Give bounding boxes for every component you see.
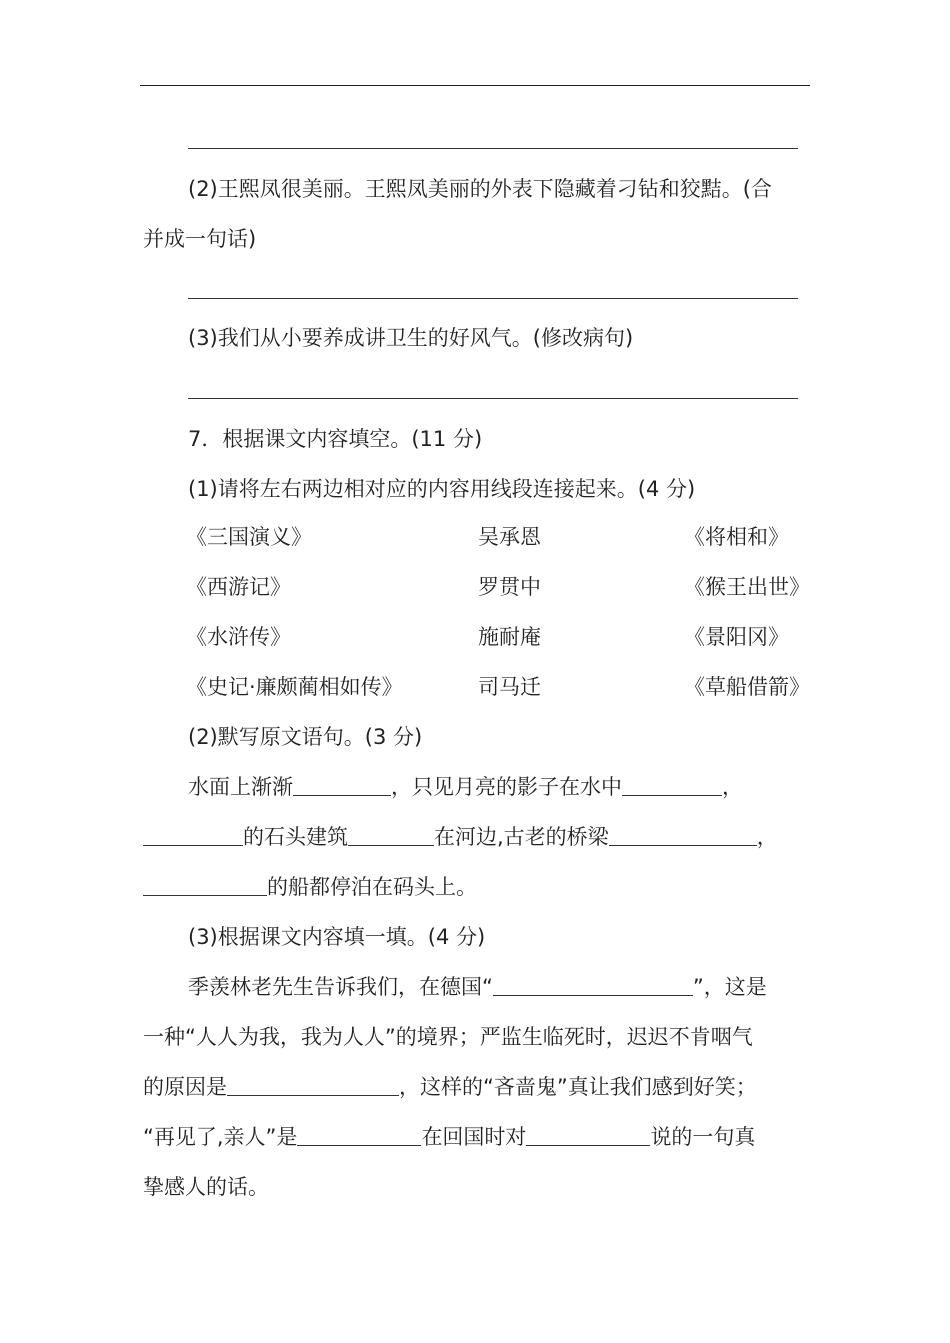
match-right-2: 《猴王出世》: [684, 575, 810, 599]
recite-e: 在河边,古老的桥梁: [434, 825, 609, 849]
blank-1[interactable]: [293, 775, 391, 796]
match-left-4: 《史记·廉颇蔺相如传》: [186, 675, 403, 699]
header-rule: [140, 85, 810, 86]
answer-line-2[interactable]: [188, 298, 798, 299]
q7-part2: (2)默写原文语句。(3 分): [188, 725, 423, 749]
blank-7[interactable]: [493, 975, 693, 996]
fill-line-4: [143, 1122, 755, 1152]
q7-part1: (1)请将左右两边相对应的内容用线段连接起来。(4 分): [188, 477, 696, 501]
fill-f: “再见了,亲人”是: [143, 1125, 298, 1149]
recite-line-1: [188, 772, 743, 802]
fill-line-5: 挚感人的话。: [143, 1175, 269, 1199]
match-right-3: 《景阳冈》: [684, 625, 789, 649]
match-right-1: 《将相和》: [684, 525, 789, 549]
q6-part2-line1: (2)王熙凤很美丽。王熙凤美丽的外表下隐藏着刁钻和狡黠。(合: [188, 177, 772, 201]
fill-g: 在回国时对: [421, 1125, 527, 1149]
match-left-3: 《水浒传》: [186, 625, 291, 649]
recite-g: 的船都停泊在码头上。: [267, 875, 477, 899]
fill-line-2: 一种“人人为我，我为人人”的境界；严监生临死时，迟迟不肯咽气: [143, 1025, 753, 1049]
blank-4[interactable]: [348, 825, 434, 846]
blank-10[interactable]: [526, 1125, 650, 1146]
fill-b: ”，这是: [692, 975, 767, 999]
fill-h: 说的一句真: [650, 1125, 756, 1149]
blank-5[interactable]: [609, 825, 757, 846]
match-left-2: 《西游记》: [186, 575, 291, 599]
q6-part3: (3)我们从小要养成讲卫生的好风气。(修改病句): [188, 326, 634, 350]
blank-8[interactable]: [227, 1075, 399, 1096]
fill-a: 季羡林老先生告诉我们，在德国“: [188, 975, 493, 999]
fill-e: ，这样的“吝啬鬼”真让我们感到好笑；: [399, 1075, 757, 1099]
answer-line-1[interactable]: [188, 148, 798, 149]
match-middle-1: 吴承恩: [478, 525, 541, 549]
match-middle-2: 罗贯中: [478, 575, 541, 599]
match-middle-4: 司马迁: [478, 675, 541, 699]
q6-part2-line2: 并成一句话): [143, 227, 257, 251]
answer-line-3[interactable]: [188, 398, 798, 399]
blank-3[interactable]: [143, 825, 243, 846]
recite-f: ，: [756, 825, 778, 849]
fill-d: 的原因是: [143, 1075, 227, 1099]
recite-a: 水面上渐渐: [188, 775, 293, 799]
fill-line-3: [143, 1072, 757, 1102]
match-left-1: 《三国演义》: [186, 525, 312, 549]
recite-d: 的石头建筑: [243, 825, 348, 849]
match-right-4: 《草船借箭》: [684, 675, 810, 699]
recite-line-2: [143, 822, 778, 852]
blank-6[interactable]: [143, 875, 267, 896]
recite-line-3: [143, 872, 477, 902]
recite-c: ，: [722, 775, 743, 799]
recite-b: ，只见月亮的影子在水中: [391, 775, 622, 799]
fill-line-1: [188, 972, 767, 1002]
q7-title: 7．根据课文内容填空。(11 分): [188, 427, 483, 451]
blank-9[interactable]: [297, 1125, 421, 1146]
match-middle-3: 施耐庵: [478, 625, 541, 649]
q7-part3: (3)根据课文内容填一填。(4 分): [188, 925, 486, 949]
blank-2[interactable]: [622, 775, 722, 796]
